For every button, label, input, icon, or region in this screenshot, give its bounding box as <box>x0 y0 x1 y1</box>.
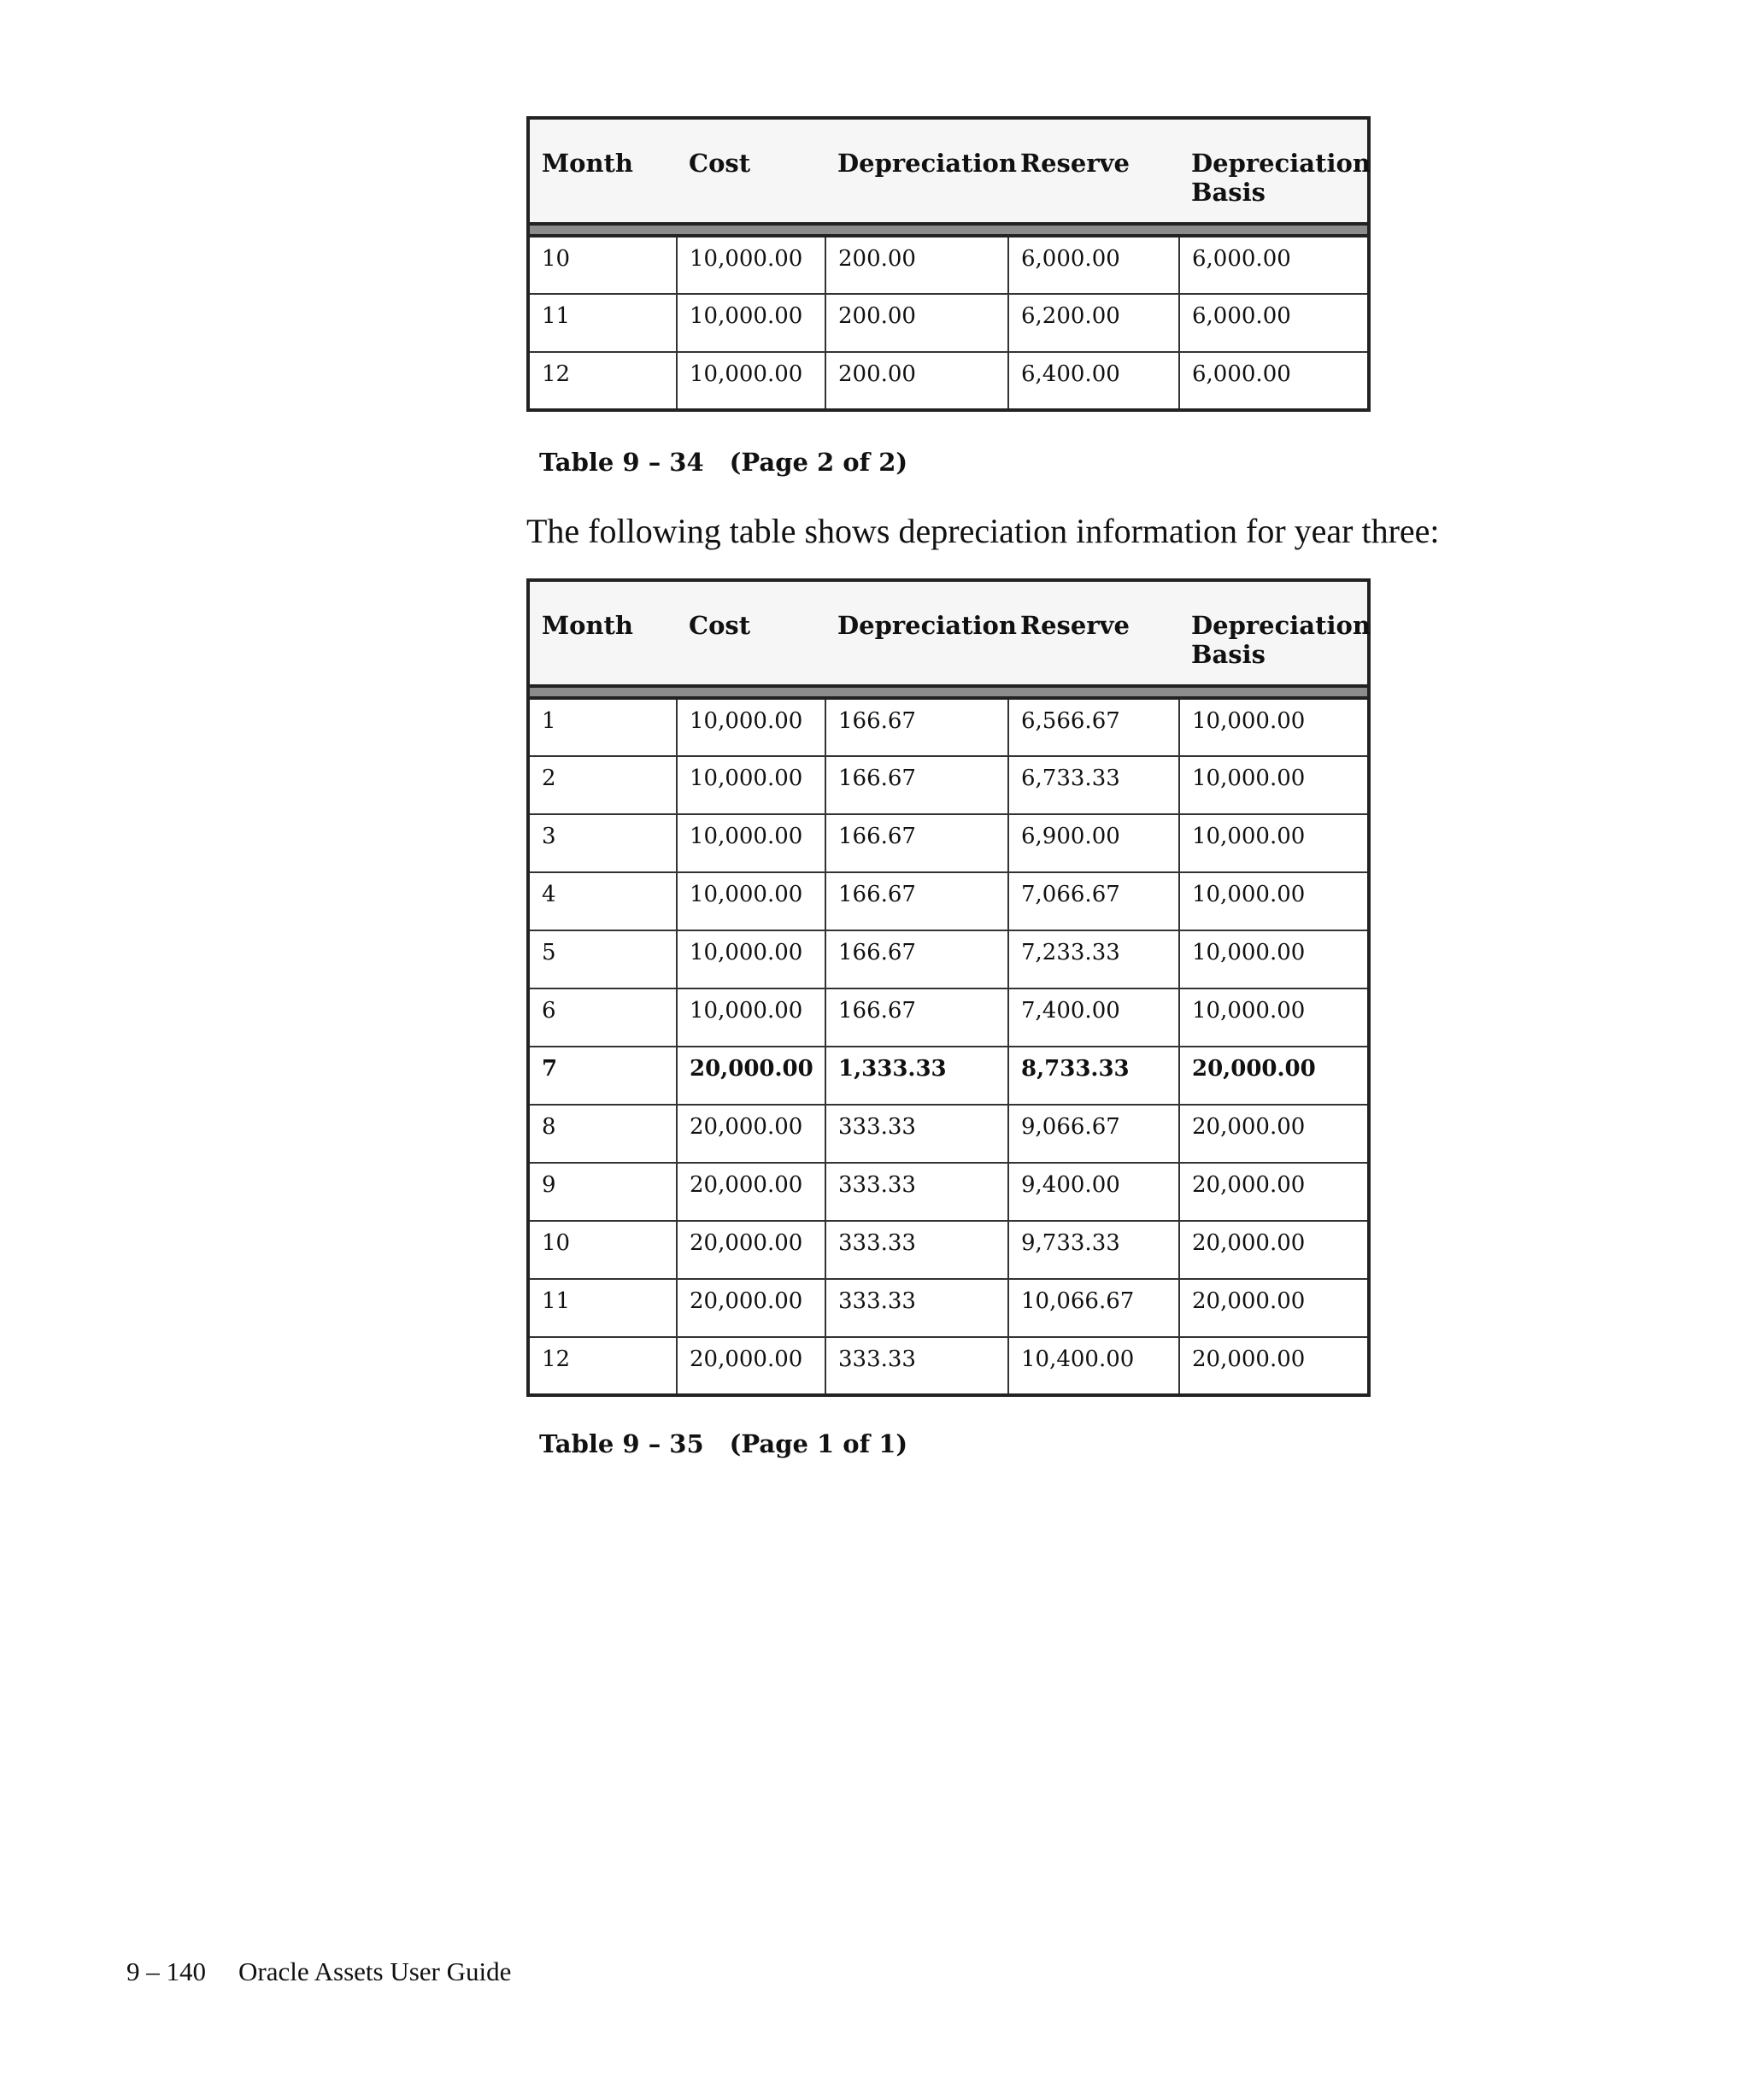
column-header-cost: Cost <box>677 118 825 224</box>
cell-depreciation: 200.00 <box>825 352 1008 410</box>
cell-depreciation: 166.67 <box>825 698 1008 756</box>
cell-cost: 20,000.00 <box>677 1163 825 1221</box>
caption-page: (Page 2 of 2) <box>729 448 908 477</box>
table-header-row <box>528 118 1369 224</box>
cell-depreciation-basis: 20,000.00 <box>1179 1337 1369 1395</box>
cell-month: 3 <box>528 814 677 872</box>
cell-depreciation-basis: 20,000.00 <box>1179 1279 1369 1337</box>
cell-cost: 20,000.00 <box>677 1105 825 1163</box>
cell-reserve: 9,066.67 <box>1008 1105 1179 1163</box>
table-row <box>528 352 1369 410</box>
page-number: 9 – 140 <box>126 1956 206 1986</box>
header-divider <box>528 686 1369 698</box>
cell-cost: 20,000.00 <box>677 1279 825 1337</box>
cell-reserve: 10,400.00 <box>1008 1337 1179 1395</box>
column-header-depreciation-basis: Depreciation Basis <box>1179 118 1369 224</box>
book-title: Oracle Assets User Guide <box>238 1956 512 1986</box>
cell-depreciation: 166.67 <box>825 756 1008 814</box>
cell-cost: 10,000.00 <box>677 294 825 352</box>
cell-reserve: 7,400.00 <box>1008 988 1179 1047</box>
depreciation-table-year-two <box>526 116 1371 412</box>
cell-depreciation: 166.67 <box>825 872 1008 930</box>
cell-reserve: 6,000.00 <box>1008 236 1179 294</box>
cell-month: 2 <box>528 756 677 814</box>
cell-month: 9 <box>528 1163 677 1221</box>
table-row <box>528 1337 1369 1395</box>
cell-depreciation-basis: 10,000.00 <box>1179 698 1369 756</box>
cell-month: 10 <box>528 1221 677 1279</box>
table-caption <box>539 1429 907 1458</box>
cell-cost: 10,000.00 <box>677 988 825 1047</box>
header-divider <box>528 224 1369 236</box>
cell-month: 11 <box>528 1279 677 1337</box>
cell-depreciation: 333.33 <box>825 1279 1008 1337</box>
cell-depreciation-basis: 6,000.00 <box>1179 236 1369 294</box>
table-row <box>528 756 1369 814</box>
cell-depreciation: 166.67 <box>825 988 1008 1047</box>
table-caption <box>539 448 907 477</box>
cell-month: 4 <box>528 872 677 930</box>
cell-month: 11 <box>528 294 677 352</box>
cell-month: 6 <box>528 988 677 1047</box>
cell-depreciation-basis: 6,000.00 <box>1179 352 1369 410</box>
cell-cost: 20,000.00 <box>677 1337 825 1395</box>
cell-cost: 10,000.00 <box>677 352 825 410</box>
column-header-depreciation: Depreciation <box>825 118 1008 224</box>
cell-cost: 10,000.00 <box>677 814 825 872</box>
table-row-highlighted <box>528 1047 1369 1105</box>
table-row <box>528 814 1369 872</box>
cell-depreciation: 1,333.33 <box>825 1047 1008 1105</box>
cell-depreciation-basis: 20,000.00 <box>1179 1163 1369 1221</box>
cell-cost: 10,000.00 <box>677 698 825 756</box>
cell-depreciation-basis: 10,000.00 <box>1179 814 1369 872</box>
cell-depreciation-basis: 20,000.00 <box>1179 1047 1369 1105</box>
cell-month: 5 <box>528 930 677 988</box>
column-header-depreciation-basis: Depreciation Basis <box>1179 580 1369 686</box>
table-row <box>528 988 1369 1047</box>
cell-depreciation: 333.33 <box>825 1163 1008 1221</box>
cell-month: 10 <box>528 236 677 294</box>
table-row <box>528 872 1369 930</box>
cell-reserve: 9,733.33 <box>1008 1221 1179 1279</box>
cell-cost: 10,000.00 <box>677 872 825 930</box>
table-header-row <box>528 580 1369 686</box>
cell-depreciation-basis: 10,000.00 <box>1179 988 1369 1047</box>
cell-depreciation-basis: 20,000.00 <box>1179 1221 1369 1279</box>
column-header-month: Month <box>528 118 677 224</box>
table-row <box>528 236 1369 294</box>
column-header-depreciation: Depreciation <box>825 580 1008 686</box>
table-row <box>528 1163 1369 1221</box>
cell-depreciation-basis: 6,000.00 <box>1179 294 1369 352</box>
caption-label: Table 9 – 35 <box>539 1429 704 1458</box>
cell-month: 1 <box>528 698 677 756</box>
column-header-month: Month <box>528 580 677 686</box>
table-row <box>528 1105 1369 1163</box>
cell-depreciation: 166.67 <box>825 814 1008 872</box>
cell-cost: 10,000.00 <box>677 930 825 988</box>
table-row <box>528 930 1369 988</box>
table-row <box>528 1221 1369 1279</box>
cell-depreciation-basis: 10,000.00 <box>1179 872 1369 930</box>
caption-label: Table 9 – 34 <box>539 448 704 477</box>
cell-depreciation-basis: 10,000.00 <box>1179 756 1369 814</box>
cell-reserve: 7,233.33 <box>1008 930 1179 988</box>
cell-cost: 20,000.00 <box>677 1047 825 1105</box>
cell-depreciation: 200.00 <box>825 294 1008 352</box>
cell-depreciation: 333.33 <box>825 1337 1008 1395</box>
cell-cost: 20,000.00 <box>677 1221 825 1279</box>
cell-month: 7 <box>528 1047 677 1105</box>
cell-month: 8 <box>528 1105 677 1163</box>
cell-reserve: 6,400.00 <box>1008 352 1179 410</box>
column-header-reserve: Reserve <box>1008 580 1179 686</box>
cell-depreciation: 200.00 <box>825 236 1008 294</box>
cell-reserve: 9,400.00 <box>1008 1163 1179 1221</box>
cell-reserve: 8,733.33 <box>1008 1047 1179 1105</box>
cell-reserve: 7,066.67 <box>1008 872 1179 930</box>
cell-reserve: 6,900.00 <box>1008 814 1179 872</box>
column-header-reserve: Reserve <box>1008 118 1179 224</box>
table-row <box>528 1279 1369 1337</box>
cell-month: 12 <box>528 1337 677 1395</box>
cell-reserve: 6,733.33 <box>1008 756 1179 814</box>
cell-reserve: 6,200.00 <box>1008 294 1179 352</box>
cell-cost: 10,000.00 <box>677 756 825 814</box>
table-row <box>528 698 1369 756</box>
table-row <box>528 294 1369 352</box>
cell-depreciation: 333.33 <box>825 1105 1008 1163</box>
column-header-cost: Cost <box>677 580 825 686</box>
depreciation-table-year-three <box>526 578 1371 1397</box>
cell-cost: 10,000.00 <box>677 236 825 294</box>
intro-paragraph: The following table shows depreciation information for year three: <box>526 512 1440 550</box>
cell-depreciation: 166.67 <box>825 930 1008 988</box>
cell-reserve: 6,566.67 <box>1008 698 1179 756</box>
cell-depreciation: 333.33 <box>825 1221 1008 1279</box>
caption-page: (Page 1 of 1) <box>729 1429 908 1458</box>
cell-month: 12 <box>528 352 677 410</box>
cell-depreciation-basis: 20,000.00 <box>1179 1105 1369 1163</box>
cell-reserve: 10,066.67 <box>1008 1279 1179 1337</box>
cell-depreciation-basis: 10,000.00 <box>1179 930 1369 988</box>
page-footer <box>126 1956 511 1987</box>
